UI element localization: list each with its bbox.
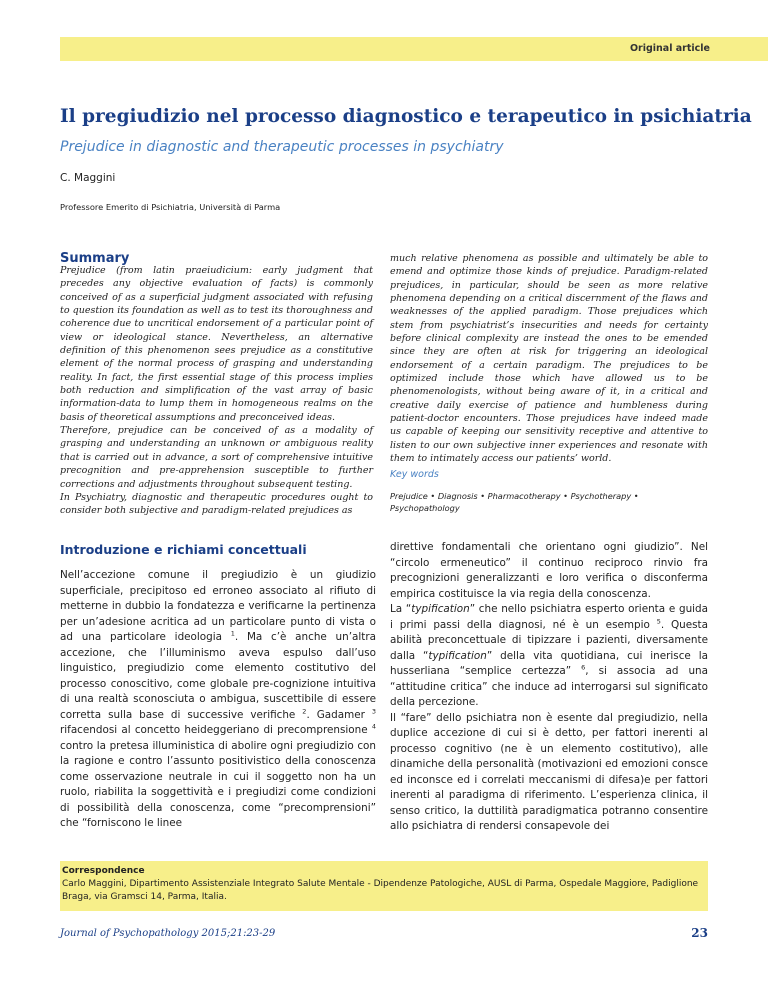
- header-band: [60, 37, 768, 61]
- reference-marker[interactable]: 1: [230, 629, 235, 638]
- body-term: typification: [428, 649, 487, 662]
- reference-marker[interactable]: 3: [371, 707, 376, 716]
- journal-citation: Journal of Psychopathology 2015;21:23-29: [60, 928, 276, 939]
- body-text: contro la pretesa illuministica di abolire ogni pregiudizio con la ragione e contro l’assunto positivistico della conoscenza come osservazione neutrale in cui il soggetto non ha un ruolo, riabilita la soggettività e i pregiudizi come condizioni di possibilità della conoscenza, come “precomprensioni” che “forniscono le linee: [60, 739, 376, 829]
- intro-heading: Introduzione e richiami concettuali: [60, 542, 307, 557]
- reference-marker[interactable]: 4: [371, 722, 376, 731]
- body-text: . Gadamer: [306, 708, 365, 721]
- body-paragraph: direttive fondamentali che orientano ogni giudizio”. Nel “circolo ermeneutico” il continuo reciproco rinvio fra precognizioni generalizzanti e loro verifica o disconferma empirica costituisce la via regia della conoscenza.: [390, 541, 708, 600]
- body-text: La “: [390, 603, 412, 615]
- article-title: Il pregiudizio nel processo diagnostico e terapeutico in psichiatria: [60, 106, 752, 127]
- body-term: typification: [411, 603, 470, 615]
- body-left-column: [60, 568, 376, 832]
- reference-marker[interactable]: 2: [302, 707, 307, 716]
- body-paragraph: [390, 602, 708, 711]
- body-paragraph: [60, 568, 376, 832]
- author-affiliation: Professore Emerito di Psichiatria, Università di Parma: [60, 202, 281, 212]
- body-text: Nell’accezione comune il pregiudizio è un giudizio superficiale, precipitoso ed erroneo associato al rifiuto di metterne in dubbio la fondatezza e verificarne la pertinenza per un’adesione acritica ad un particolare punto di vista o ad una particolare ideologia: [60, 569, 376, 643]
- article-type-label: Original article: [629, 43, 710, 54]
- article-subtitle: Prejudice in diagnostic and therapeutic processes in psychiatry: [60, 139, 504, 155]
- body-text: . Ma c’è anche un’altra accezione, che l’illuminismo aveva espulso dall’uso linguistico, pregiudizio come elemento costitutivo del processo conoscitivo, come globale pre-cognizione intuitiva di una realtà sconosciuta o ambigua, suscettibile di essere corretta sulla base di successive verifiche: [60, 631, 376, 721]
- keywords-heading: Key words: [390, 469, 439, 480]
- body-text: , si associa ad una “attitudine critica” che induce ad interrogarsi sul significato della percezione.: [390, 665, 708, 708]
- summary-paragraph: In Psychiatry, diagnostic and therapeutic procedures ought to consider both subjective and paradigm-related prejudices as: [60, 491, 373, 517]
- reference-marker[interactable]: 6: [581, 663, 586, 672]
- page-number: 23: [691, 926, 708, 940]
- body-text: rifacendosi al concetto heideggeriano di precomprensione: [60, 724, 368, 736]
- body-text: ” della vita quotidiana, cui inerisce la husserliana “semplice certezza”: [390, 649, 708, 677]
- summary-left-column: [60, 264, 373, 518]
- correspondence-text: Carlo Maggini, Dipartimento Assistenziale Integrato Salute Mentale - Dipendenze Patologiche, AUSL di Parma, Ospedale Maggiore, Padiglione Braga, via Gramsci 14, Parma, Italia.: [62, 879, 699, 902]
- body-right-column: [390, 540, 708, 835]
- keywords-list: Prejudice • Diagnosis • Pharmacotherapy • Psychotherapy • Psychopathology: [390, 491, 639, 513]
- body-text: . Questa abilità preconcettuale di tipizzare i pazienti, diversamente dalla “: [390, 618, 708, 662]
- reference-marker[interactable]: 5: [656, 617, 661, 626]
- body-text: ” che nello psichiatra esperto orienta e guida i primi passi della diagnosi, né è un esempio: [390, 603, 709, 631]
- summary-paragraph: much relative phenomena as possible and ultimately be able to emend and optimize those kinds of prejudice. Paradigm-related prejudices, in particular, should be seen as more relative phenomena depending on a critical discernment of the flaws and weaknesses of the applied paradigm. Those prejudices which stem from psychiatrist’s insecurities and needs for certainty before clinical complexity are instead the ones to be emended since they are often at risk for triggering an ideological endorsement of a certain paradigm. The prejudices to be optimized include those which have allowed us to be phenomenologists, without being aware of it, in a critical and creative daily exercise of patience and humbleness during patient-doctor encounters. Those prejudices have indeed made us capable of keeping our sensitivity receptive and attentive to listen to our own subjective inner experiences and resonate with them to intimately access our patients’ world.: [390, 253, 708, 465]
- author-name: C. Maggini: [60, 172, 116, 184]
- summary-heading: Summary: [60, 251, 130, 266]
- summary-right-column: [390, 252, 708, 466]
- body-paragraph: Il “fare” dello psichiatra non è esente dal pregiudizio, nella duplice accezione di cui si è detto, per fattori inerenti al processo cognitivo (ne è un elemento costitutivo), alle dinamiche della personalità (motivazioni ed emozioni consce ed inconsce ed i correlati meccanismi di difesa)e per fattori inerenti al paradigma di riferimento. L’esperienza clinica, il senso critico, la duttilità paradigmatica potranno consentire allo psichiatra di rendersi consapevole dei: [390, 711, 708, 832]
- correspondence-heading: Correspondence: [62, 866, 145, 876]
- summary-paragraph: Therefore, prejudice can be conceived of as a modality of grasping and understanding an unknown or ambiguous reality that is carried out in advance, a sort of comprehensive intuitive precognition and pre-apprehension susceptible to further corrections and adjustments throughout subsequent testing.: [60, 425, 373, 490]
- summary-paragraph: Prejudice (from latin praeiudicium: early judgment that precedes any objective evaluation of facts) is commonly conceived of as a superficial judgment associated with refusing to question its foundation as well as to test its thoroughness and coherence due to uncritical endorsement of a particular point of view or ideological stance. Nevertheless, an alternative definition of this phenomenon sees prejudice as a constitutive element of the normal process of grasping and understanding reality. In fact, the first essential stage of this process implies both reduction and simplification of the vast array of basic information-data to lump them in homogeneous realms on the basis of theoretical assumptions and preconceived ideas.: [60, 265, 373, 423]
